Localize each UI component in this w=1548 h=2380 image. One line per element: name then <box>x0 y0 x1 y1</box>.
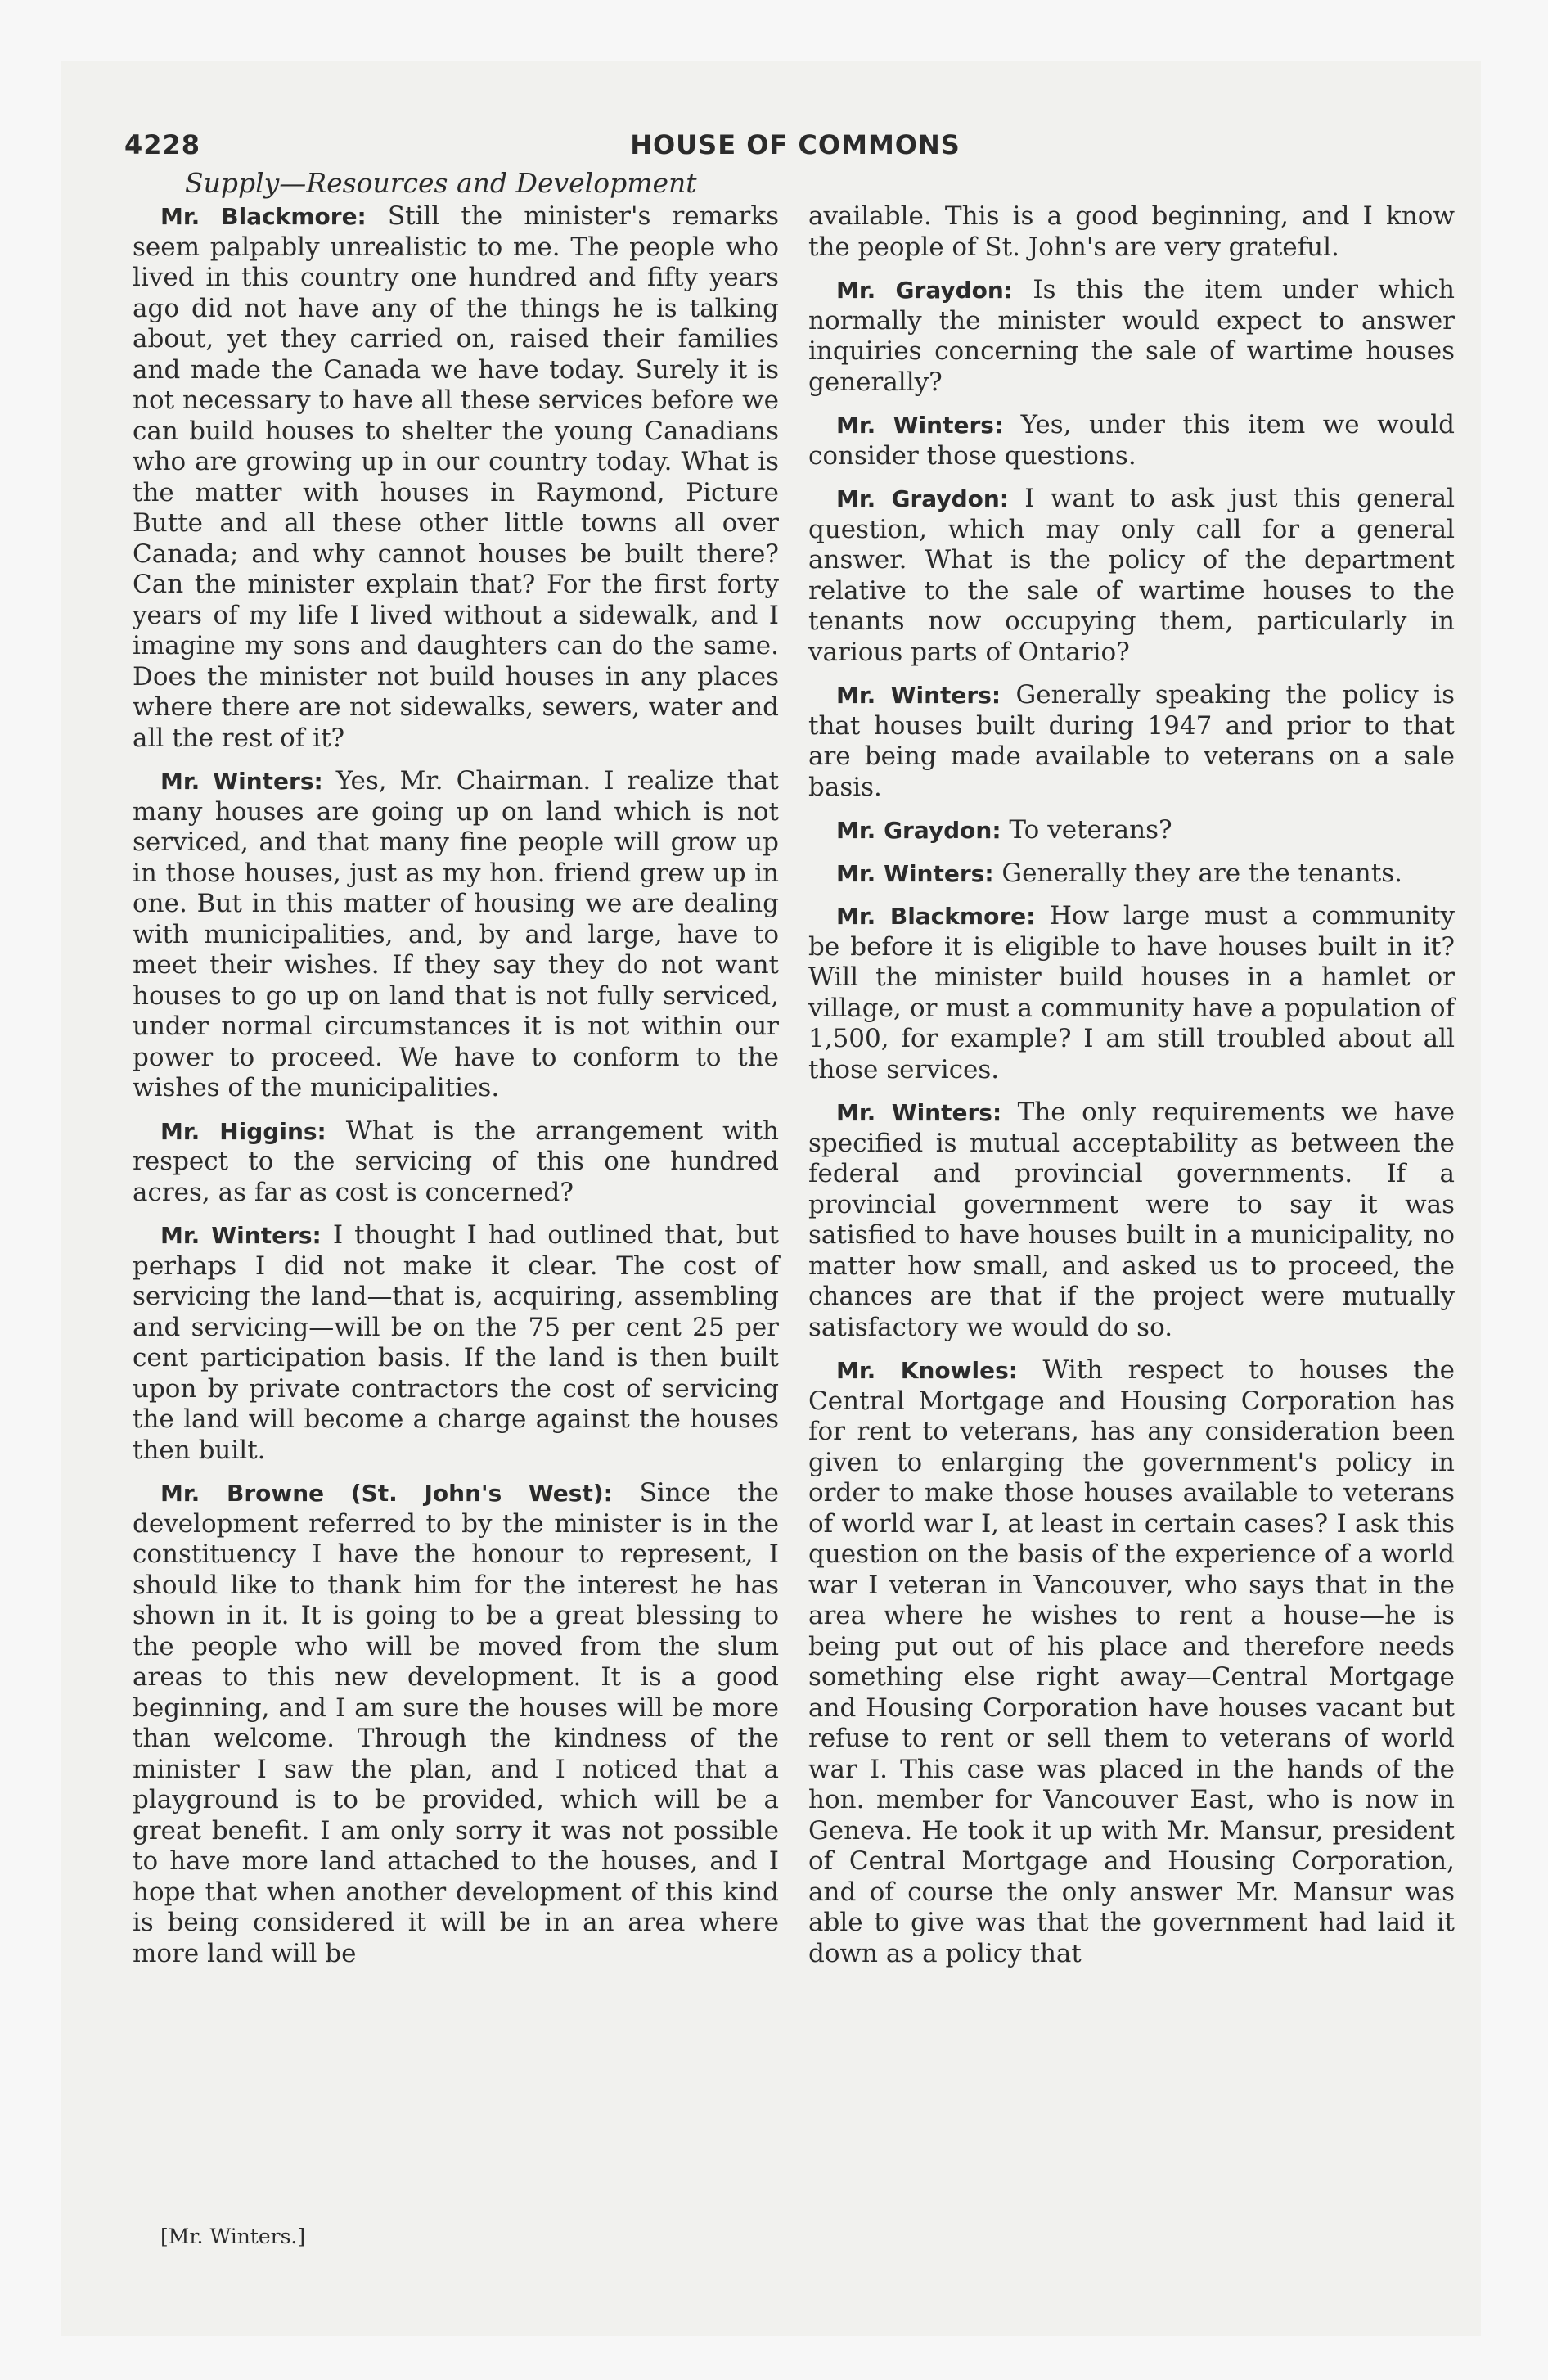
speaker-name: Mr. Blackmore: <box>160 203 367 230</box>
speech-paragraph <box>133 766 779 1104</box>
speech-text: With respect to houses the Central Mortgage and Housing Corporation has for rent to veterans, has any consideration been given to enlarging the government's policy in order to make those houses available to veterans of world war I, at least in certain cases? I ask this question on the basis of the experience of a world war I veteran in Vancouver, who says that in the area where he wishes to rent a house—he is being put out of his place and therefore needs something else right away—Central Mortgage and Housing Corporation have houses vacant but refuse to rent or sell them to veterans of world war I. This case was placed in the hands of the hon. member for Vancouver East, who is now in Geneva. He took it up with Mr. Mansur, president of Central Mortgage and Housing Corporation, and of course the only answer Mr. Mansur was able to give was that the government had laid it down as a policy that <box>808 1355 1456 1968</box>
speech-text: Yes, under this item we would consider those questions. <box>808 410 1455 471</box>
speaker-name: Mr. Blackmore: <box>836 903 1036 930</box>
page-number: 4228 <box>124 129 201 160</box>
speech-paragraph <box>133 1220 779 1466</box>
speech-text: Generally they are the tenants. <box>993 858 1402 888</box>
speech-text: The only requirements we have specified is mutual acceptability as between the federal and provincial governments. If a provincial government were to say it was satisfied to have houses built in a municipality, no matter how small, and asked us to proceed, the chances are that if the project were mutually satisfactory we would do so. <box>808 1098 1455 1342</box>
speech-text: Yes, Mr. Chairman. I realize that many houses are going up on land which is not serviced, and that many fine people will grow up in those houses, just as my hon. friend grew up in one. But in this matter of housing we are dealing with municipalities, and, by and large, have to meet their wishes. If they say they do not want houses to go up on land that is not fully serviced, under normal circumstances it is not within our power to proceed. We have to conform to the wishes of the municipalities. <box>133 766 779 1102</box>
speech-paragraph <box>133 201 779 754</box>
speech-paragraph <box>808 410 1455 471</box>
speaker-name: Mr. Higgins: <box>160 1117 326 1145</box>
speech-text: Is this the item under which normally the minister would expect to answer inquiries concerning the sale of wartime houses generally? <box>808 275 1455 397</box>
speech-paragraph <box>808 859 1455 890</box>
speech-text: How large must a community be before it is eligible to have houses built in it? Will the minister build houses in a hamlet or village, or must a community have a population of 1,500, for example? I am still troubled about all those services. <box>808 901 1455 1084</box>
speaker-name: Mr. Browne (St. John's West): <box>160 1480 613 1507</box>
speaker-name: Mr. Knowles: <box>836 1357 1018 1384</box>
speech-paragraph <box>808 1098 1455 1343</box>
speaker-name: Mr. Winters: <box>160 1222 322 1249</box>
speech-text: What is the arrangement with respect to the servicing of this one hundred acres, as far as cost is concerned? <box>133 1116 779 1207</box>
speech-text: Still the minister's remarks seem palpably unrealistic to me. The people who lived in this country one hundred and fifty years ago did not have any of the things he is talking about, yet they carried on, raised their families and made the Canada we have today. Surely it is not necessary to have all these services before we can build houses to shelter the young Canadians who are growing up in our country today. What is the matter with houses in Raymond, Picture Butte and all these other little towns all over Canada; and why cannot houses be built there? Can the minister explain that? For the first forty years of my life I lived without a sidewalk, and I imagine my sons and daughters can do the same. Does the minister not build houses in any places where there are not sidewalks, sewers, water and all the rest of it? <box>133 201 780 753</box>
section-title: Supply—Resources and Development <box>185 167 697 199</box>
speech-text: Since the development referred to by the minister is in the constituency I have the honour to represent, I should like to thank him for the interest he has shown in it. It is going to be a great blessing to the people who will be moved from the slum areas to this new development. It is a good beginning, and I am sure the houses will be more than welcome. Through the kindness of the minister I saw the plan, and I noticed that a playground is to be provided, which will be a great benefit. I am only sorry it was not possible to have more land attached to the houses, and I hope that when another development of this kind is being considered it will be in an area where more land will be <box>133 1478 779 1968</box>
speech-paragraph <box>808 680 1455 803</box>
left-column <box>133 201 779 1981</box>
speech-text: Generally speaking the policy is that houses built during 1947 and prior to that are being made available to veterans on a sale basis. <box>808 680 1455 802</box>
footer-note: [Mr. Winters.] <box>160 2224 306 2248</box>
speaker-name: Mr. Winters: <box>836 1099 1002 1126</box>
speech-paragraph <box>808 484 1455 668</box>
speech-paragraph <box>808 1355 1455 1969</box>
speech-text: I thought I had outlined that, but perhaps I did not make it clear. The cost of servicing the land—that is, acquiring, assembling and servicing—will be on the 75 per cent 25 per cent participation basis. If the land is then built upon by private contractors the cost of servicing the land will become a charge against the houses then built. <box>133 1220 779 1465</box>
speech-paragraph <box>808 815 1455 846</box>
speech-paragraph <box>133 1116 779 1209</box>
right-column <box>808 201 1455 1981</box>
speaker-name: Mr. Winters: <box>160 768 323 795</box>
speech-text: To veterans? <box>1001 815 1172 845</box>
speech-paragraph <box>808 901 1455 1085</box>
speech-paragraph <box>808 201 1455 263</box>
speaker-name: Mr. Winters: <box>836 682 1001 709</box>
speaker-name: Mr. Graydon: <box>836 277 1014 304</box>
running-title: HOUSE OF COMMONS <box>630 129 961 160</box>
speaker-name: Mr. Graydon: <box>836 817 1001 844</box>
speaker-name: Mr. Graydon: <box>836 485 1009 512</box>
page-header <box>124 129 1466 172</box>
speech-paragraph <box>133 1478 779 1969</box>
speaker-name: Mr. Winters: <box>836 859 994 887</box>
speech-text: available. This is a good beginning, and I know the people of St. John's are very grateful. <box>808 201 1455 262</box>
speech-text: I want to ask just this general question, which may only call for a general answer. What is the policy of the department relative to the sale of wartime houses to the tenants now occupying them, particularly in various parts of Ontario? <box>808 484 1455 667</box>
speaker-name: Mr. Winters: <box>836 412 1004 439</box>
speech-paragraph <box>808 275 1455 398</box>
